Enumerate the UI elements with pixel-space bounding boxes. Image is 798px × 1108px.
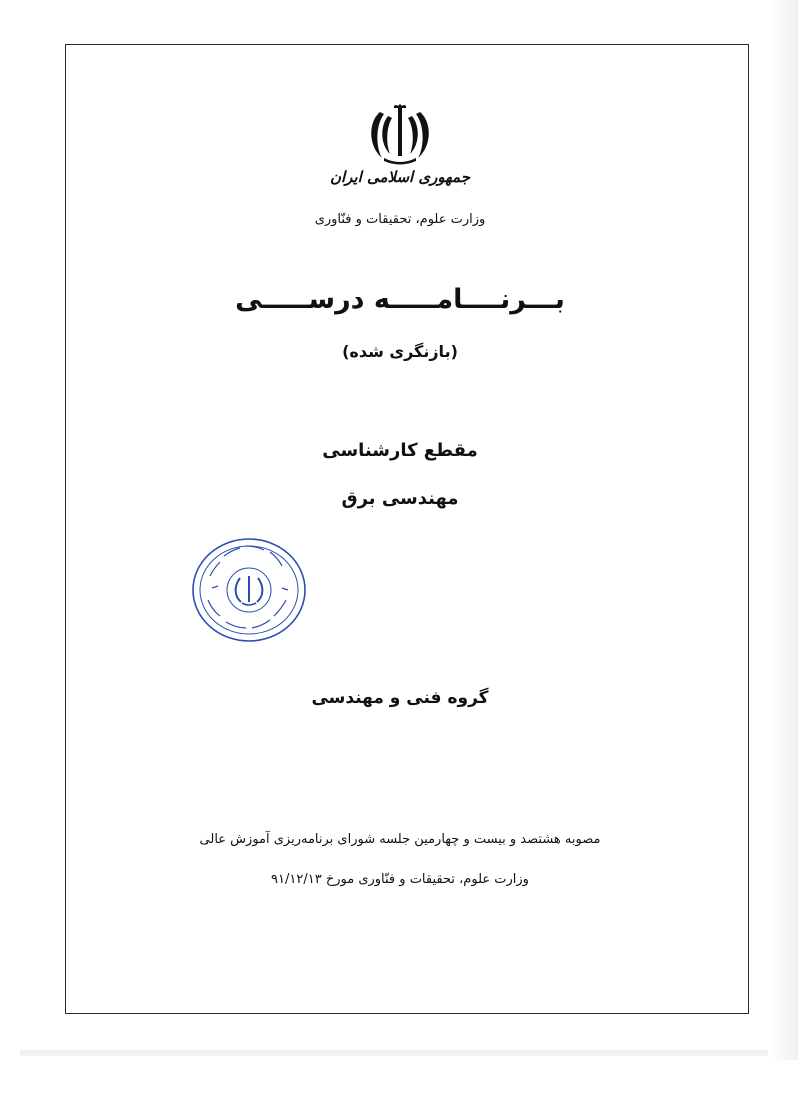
scan-edge xyxy=(768,0,798,1060)
approval-line-1: مصوبه هشتصد و بیست و چهارمین جلسه شورای برنامه‌ریزی آموزش عالی xyxy=(199,832,601,847)
ministry-name: وزارت علوم، تحقیقات و فنّاوری xyxy=(314,212,486,227)
revised-label: (بازنگری شده) xyxy=(342,342,458,361)
degree-level: مقطع کارشناسی xyxy=(322,440,478,461)
group-name: گروه فنی و مهندسی xyxy=(311,688,489,708)
approval-line-2: وزارت علوم، تحقیقات و فنّاوری مورخ ۹۱/۱۲/۱۳ xyxy=(271,872,529,887)
official-stamp xyxy=(190,536,308,644)
republic-title: جمهوری اسلامی ایران xyxy=(329,168,470,186)
page-title: بـــرنــــامـــــه درســـــی xyxy=(235,284,565,315)
field-of-study: مهندسی برق xyxy=(341,488,459,509)
iran-emblem-icon xyxy=(366,104,434,168)
page-border-frame xyxy=(65,44,749,1014)
scan-edge-bottom xyxy=(20,1050,768,1056)
